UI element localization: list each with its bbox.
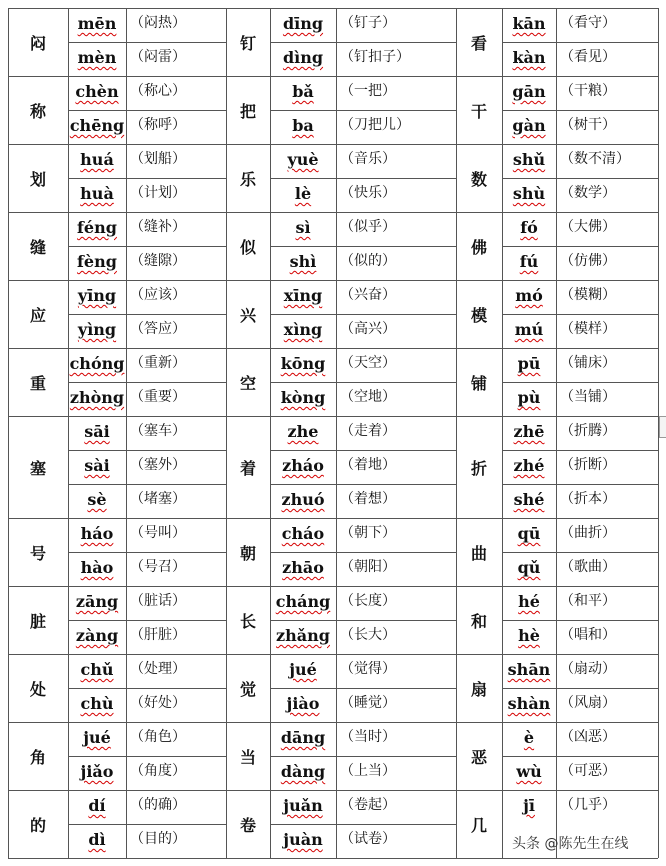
example-word: （看见）	[560, 49, 616, 65]
example-word: （数学）	[560, 185, 616, 201]
pinyin-reading: xīng	[283, 286, 323, 305]
pinyin-reading: mēn	[77, 14, 117, 33]
pinyin-reading: wù	[516, 762, 542, 781]
reading-divider	[502, 246, 658, 247]
pinyin-reading: huá	[80, 150, 114, 169]
pinyin-reading: zhé	[513, 456, 545, 475]
example-word: （折本）	[560, 491, 616, 507]
polyphone-character: 曲	[470, 543, 487, 563]
polyphone-character: 缝	[29, 237, 46, 257]
example-word: （折断）	[560, 457, 616, 473]
group-divider	[456, 144, 658, 145]
pinyin-reading: dì	[88, 830, 106, 849]
reading-divider	[68, 178, 226, 179]
example-word: （应该）	[130, 287, 186, 303]
example-word: （扇动）	[560, 661, 616, 677]
pinyin-reading: è	[523, 728, 535, 747]
polyphone-character: 钉	[239, 33, 256, 53]
pinyin-reading: juǎn	[283, 796, 323, 815]
table-border-bottom	[8, 858, 658, 859]
polyphone-character: 兴	[239, 305, 256, 325]
example-word: （着想）	[340, 491, 396, 507]
polyphone-character: 干	[470, 101, 487, 121]
pinyin-reading: shàn	[507, 694, 551, 713]
pinyin-reading: xìng	[283, 320, 323, 339]
pinyin-reading: zhē	[513, 422, 545, 441]
pinyin-reading: juàn	[283, 830, 323, 849]
reading-divider	[68, 314, 226, 315]
pinyin-reading: sāi	[84, 422, 110, 441]
pinyin-reading: shù	[512, 184, 546, 203]
example-word: （干粮）	[560, 83, 616, 99]
example-word: （处理）	[130, 661, 186, 677]
example-word: （几乎）	[560, 797, 616, 813]
pinyin-reading: qū	[517, 524, 541, 543]
example-word: （划船）	[130, 151, 186, 167]
pinyin-reading: háo	[80, 524, 114, 543]
reading-divider	[502, 620, 658, 621]
example-word: （快乐）	[340, 185, 396, 201]
reading-divider	[502, 552, 658, 553]
example-word: （朝下）	[340, 525, 396, 541]
pinyin-reading: féng	[77, 218, 117, 237]
polyphone-character: 几	[470, 815, 487, 835]
reading-divider	[270, 42, 456, 43]
group-divider	[8, 722, 226, 723]
group-divider	[8, 280, 226, 281]
example-word: （称呼）	[130, 117, 186, 133]
group-divider	[8, 416, 226, 417]
example-word: （当时）	[340, 729, 396, 745]
group-divider	[456, 280, 658, 281]
example-word: （答应）	[130, 321, 186, 337]
polyphone-character: 折	[470, 458, 487, 478]
example-word: （重要）	[130, 389, 186, 405]
polyphone-character: 长	[239, 611, 256, 631]
pinyin-reading: kān	[512, 14, 546, 33]
polyphone-character: 数	[470, 169, 487, 189]
pinyin-reading: kòng	[280, 388, 326, 407]
example-word: （号召）	[130, 559, 186, 575]
reading-divider	[68, 688, 226, 689]
reading-divider	[270, 246, 456, 247]
example-word: （模糊）	[560, 287, 616, 303]
group-divider	[8, 654, 226, 655]
reading-divider	[270, 824, 456, 825]
reading-divider	[270, 110, 456, 111]
example-word: （堵塞）	[130, 491, 186, 507]
reading-divider	[270, 552, 456, 553]
example-word: （似乎）	[340, 219, 396, 235]
group-divider	[226, 790, 456, 791]
pinyin-reading: fú	[519, 252, 539, 271]
pinyin-reading: chēng	[69, 116, 125, 135]
pinyin-reading: ba	[292, 116, 314, 135]
example-word: （缝补）	[130, 219, 186, 235]
pinyin-reading: zhòng	[69, 388, 125, 407]
reading-divider	[270, 756, 456, 757]
pinyin-reading: chǔ	[80, 660, 114, 679]
reading-divider	[270, 314, 456, 315]
pinyin-reading: yīng	[77, 286, 117, 305]
polyphone-character: 号	[29, 543, 46, 563]
pinyin-reading: mú	[514, 320, 544, 339]
reading-divider	[68, 824, 226, 825]
group-divider	[226, 76, 456, 77]
group-divider	[226, 586, 456, 587]
group-divider	[456, 518, 658, 519]
example-word: （脏话）	[130, 593, 186, 609]
example-word: （重新）	[130, 355, 186, 371]
pinyin-reading: gān	[512, 82, 546, 101]
polyphone-character: 扇	[470, 679, 487, 699]
pinyin-reading: kōng	[280, 354, 326, 373]
pinyin-reading: dìng	[282, 48, 324, 67]
pinyin-reading: dīng	[282, 14, 324, 33]
example-word: （唱和）	[560, 627, 616, 643]
reading-divider	[502, 756, 658, 757]
pinyin-reading: gàn	[512, 116, 546, 135]
example-word: （音乐）	[340, 151, 396, 167]
pinyin-reading: zhe	[287, 422, 319, 441]
example-word: （长度）	[340, 593, 396, 609]
reading-divider	[270, 450, 456, 451]
pinyin-reading: zàng	[75, 626, 119, 645]
group-divider	[226, 722, 456, 723]
example-word: （树干）	[560, 117, 616, 133]
example-word: （睡觉）	[340, 695, 396, 711]
polyphone-character: 乐	[239, 169, 256, 189]
example-word: （塞车）	[130, 423, 186, 439]
polyphone-character: 塞	[29, 458, 46, 478]
pinyin-reading: pū	[517, 354, 541, 373]
pinyin-reading: dàng	[280, 762, 326, 781]
pinyin-reading: shì	[289, 252, 317, 271]
pinyin-reading: fó	[520, 218, 538, 237]
example-word: （当铺）	[560, 389, 616, 405]
group-divider	[456, 654, 658, 655]
group-divider	[456, 790, 658, 791]
example-word: （似的）	[340, 253, 396, 269]
pinyin-reading: mó	[515, 286, 543, 305]
example-word: （计划）	[130, 185, 186, 201]
example-word: （着地）	[340, 457, 396, 473]
example-word: （兴奋）	[340, 287, 396, 303]
example-word: （曲折）	[560, 525, 616, 541]
example-word: （高兴）	[340, 321, 396, 337]
group-divider	[226, 280, 456, 281]
polyphone-character: 应	[29, 305, 46, 325]
example-word: （的确）	[130, 797, 186, 813]
polyphone-character: 卷	[239, 815, 256, 835]
pinyin-reading: hè	[518, 626, 540, 645]
reading-divider	[270, 382, 456, 383]
example-word: （折腾）	[560, 423, 616, 439]
reading-divider	[68, 450, 226, 451]
group-divider	[226, 654, 456, 655]
example-word: （空地）	[340, 389, 396, 405]
example-word: （目的）	[130, 831, 186, 847]
reading-divider	[502, 688, 658, 689]
group-divider	[456, 416, 658, 417]
pinyin-reading: cháng	[275, 592, 331, 611]
polyphone-character: 处	[29, 679, 46, 699]
group-divider	[226, 212, 456, 213]
example-word: （好处）	[130, 695, 186, 711]
example-word: （一把）	[340, 83, 396, 99]
pinyin-reading: yìng	[77, 320, 117, 339]
reading-divider	[68, 552, 226, 553]
pinyin-reading: fèng	[77, 252, 117, 271]
polyphone-character: 划	[29, 169, 46, 189]
example-word: （可恶）	[560, 763, 616, 779]
example-word: （铺床）	[560, 355, 616, 371]
pinyin-reading: jiǎo	[80, 762, 114, 781]
group-divider	[456, 348, 658, 349]
polyphone-character: 似	[239, 237, 256, 257]
group-divider	[456, 212, 658, 213]
reading-divider	[502, 450, 658, 451]
polyphone-character: 角	[29, 747, 46, 767]
example-word: （角度）	[130, 763, 186, 779]
group-divider	[8, 518, 226, 519]
pinyin-reading: zhǎng	[276, 626, 330, 645]
reading-divider	[270, 484, 456, 485]
reading-divider	[68, 756, 226, 757]
example-word: （和平）	[560, 593, 616, 609]
polyphone-character: 佛	[470, 237, 487, 257]
example-word: （钉子）	[340, 15, 396, 31]
reading-divider	[502, 42, 658, 43]
pinyin-reading: zhuó	[281, 490, 325, 509]
example-word: （塞外）	[130, 457, 186, 473]
example-word: （试卷）	[340, 831, 396, 847]
pinyin-reading: sì	[295, 218, 311, 237]
example-word: （卷起）	[340, 797, 396, 813]
group-divider	[8, 212, 226, 213]
example-word: （仿佛）	[560, 253, 616, 269]
example-word: （觉得）	[340, 661, 396, 677]
pinyin-reading: chù	[80, 694, 114, 713]
polyphone-character: 当	[239, 747, 256, 767]
example-word: （天空）	[340, 355, 396, 371]
pinyin-reading: qǔ	[517, 558, 541, 577]
pinyin-reading: dāng	[280, 728, 326, 747]
example-word: （数不清）	[560, 151, 630, 167]
reading-divider	[502, 484, 658, 485]
example-word: （刀把儿）	[340, 117, 410, 133]
example-word: （号叫）	[130, 525, 186, 541]
example-word: （大佛）	[560, 219, 616, 235]
example-word: （闷雷）	[130, 49, 186, 65]
example-word: （凶恶）	[560, 729, 616, 745]
watermark: 头条 @陈先生在线	[512, 836, 629, 852]
reading-divider	[270, 178, 456, 179]
polyphone-character: 空	[239, 373, 256, 393]
pinyin-reading: shé	[513, 490, 545, 509]
example-word: （歌曲）	[560, 559, 616, 575]
pinyin-reading: chóng	[69, 354, 125, 373]
pinyin-reading: sè	[87, 490, 107, 509]
polyphone-character: 称	[29, 101, 46, 121]
polyphone-character: 脏	[29, 611, 46, 631]
group-divider	[456, 722, 658, 723]
reading-divider	[68, 484, 226, 485]
example-word: （朝阳）	[340, 559, 396, 575]
polyphone-character: 重	[29, 373, 46, 393]
page-edge-marker	[659, 416, 666, 438]
pinyin-reading: yuè	[287, 150, 319, 169]
polyphone-character: 和	[470, 611, 487, 631]
group-divider	[226, 348, 456, 349]
reading-divider	[68, 620, 226, 621]
example-word: （角色）	[130, 729, 186, 745]
reading-divider	[502, 314, 658, 315]
example-word: （风扇）	[560, 695, 616, 711]
pinyin-reading: jué	[83, 728, 111, 747]
pinyin-reading: huà	[80, 184, 114, 203]
polyphone-character: 着	[239, 458, 256, 478]
pinyin-reading: shǔ	[512, 150, 546, 169]
group-divider	[456, 76, 658, 77]
example-word: （肝脏）	[130, 627, 186, 643]
polyphone-character: 觉	[239, 679, 256, 699]
pinyin-reading: jī	[523, 796, 535, 815]
pinyin-reading: pù	[517, 388, 541, 407]
reading-divider	[270, 688, 456, 689]
pinyin-reading: hé	[518, 592, 540, 611]
group-divider	[8, 586, 226, 587]
table-border-top	[8, 8, 658, 9]
pinyin-reading: zháo	[282, 456, 324, 475]
group-divider	[8, 76, 226, 77]
pinyin-reading: lè	[294, 184, 312, 203]
pinyin-reading: zhāo	[282, 558, 324, 577]
polyphone-character: 的	[29, 815, 46, 835]
group-divider	[8, 790, 226, 791]
reading-divider	[502, 382, 658, 383]
group-divider	[226, 518, 456, 519]
polyphone-character: 恶	[470, 747, 487, 767]
example-word: （钉扣子）	[340, 49, 410, 65]
pinyin-reading: mèn	[77, 48, 117, 67]
group-divider	[226, 144, 456, 145]
polyphone-character: 把	[239, 101, 256, 121]
example-word: （称心）	[130, 83, 186, 99]
example-word: （闷热）	[130, 15, 186, 31]
example-word: （上当）	[340, 763, 396, 779]
pinyin-reading: zāng	[75, 592, 119, 611]
pinyin-reading: cháo	[281, 524, 325, 543]
polyphone-character: 朝	[239, 543, 256, 563]
example-word: （长大）	[340, 627, 396, 643]
reading-divider	[502, 110, 658, 111]
pinyin-reading: sài	[84, 456, 110, 475]
example-word: （看守）	[560, 15, 616, 31]
reading-divider	[270, 620, 456, 621]
reading-divider	[68, 246, 226, 247]
reading-divider	[68, 382, 226, 383]
reading-divider	[68, 42, 226, 43]
polyphone-character: 铺	[470, 373, 487, 393]
pinyin-reading: hào	[80, 558, 114, 577]
pinyin-reading: bǎ	[292, 82, 314, 101]
pinyin-reading: kàn	[512, 48, 546, 67]
polyphone-character: 看	[470, 33, 487, 53]
polyphone-character: 闷	[29, 33, 46, 53]
reading-divider	[68, 110, 226, 111]
pinyin-reading: jué	[289, 660, 317, 679]
reading-divider	[502, 178, 658, 179]
pinyin-reading: jiào	[286, 694, 320, 713]
pinyin-reading: shān	[507, 660, 551, 679]
group-divider	[8, 348, 226, 349]
example-word: （模样）	[560, 321, 616, 337]
example-word: （走着）	[340, 423, 396, 439]
group-divider	[226, 416, 456, 417]
group-divider	[456, 586, 658, 587]
polyphone-character: 模	[470, 305, 487, 325]
example-word: （缝隙）	[130, 253, 186, 269]
pinyin-reading: dí	[88, 796, 106, 815]
pinyin-reading: chèn	[75, 82, 119, 101]
group-divider	[8, 144, 226, 145]
